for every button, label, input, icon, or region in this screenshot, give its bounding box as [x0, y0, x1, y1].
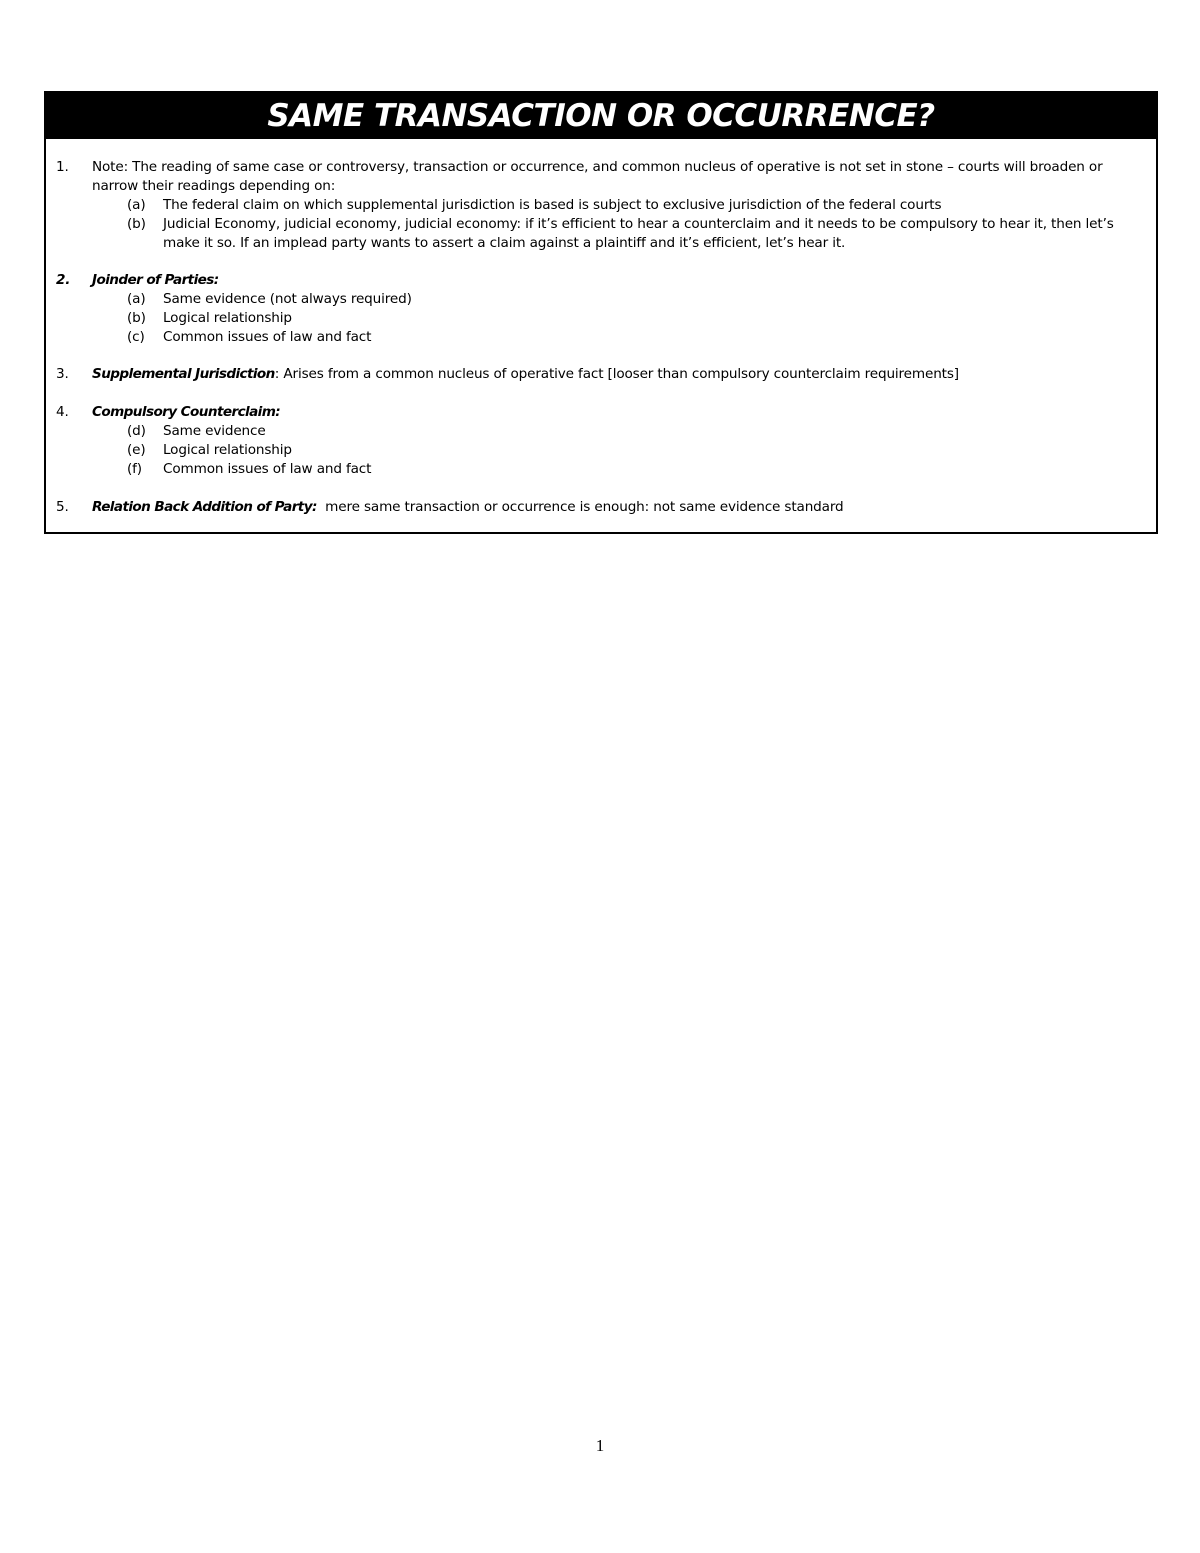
item-heading: Supplemental Jurisdiction [92, 366, 275, 382]
outline-item-5 [56, 498, 1146, 517]
subitem-4f [127, 460, 1146, 479]
outline-item-3 [56, 365, 1146, 384]
item-heading: Joinder of Parties: [92, 272, 219, 288]
subitem-2a [127, 290, 1146, 309]
item-text: mere same transaction or occurrence is enough: not same evidence standard [316, 499, 844, 515]
item-text: : Arises from a common nucleus of operative fact [looser than compulsory counterclaim requirements] [274, 366, 959, 382]
outline-box [44, 91, 1158, 534]
subitem-label: (a) [127, 291, 146, 307]
subitem-label: (a) [127, 197, 146, 213]
subitem-label: (c) [127, 329, 145, 345]
subitem-label: (d) [127, 423, 146, 439]
item-text: Note: The reading of same case or controversy, transaction or occurrence, and common nucleus of operative is not set in stone – courts will broaden or narrow their readings depending on: [92, 159, 1103, 194]
outline-item-1 [56, 158, 1146, 253]
subitem-label: (b) [127, 216, 146, 232]
subitem-label: (b) [127, 310, 146, 326]
item-number: 2. [56, 272, 71, 288]
subitem-label: (f) [127, 461, 142, 477]
subitem-4e [127, 441, 1146, 460]
subitem-1b [127, 215, 1146, 253]
subitem-text: Logical relationship [163, 310, 292, 326]
subitem-text: Judicial Economy, judicial economy, judicial economy: if it’s efficient to hear a counterclaim and it needs to be compulsory to hear it, then let’s make it so. If an implead party wants to assert a claim against a plaintiff and it’s efficient, let’s hear it. [163, 216, 1114, 251]
subitem-text: Same evidence [163, 423, 266, 439]
subitem-4d [127, 422, 1146, 441]
page-number: 1 [595, 1436, 605, 1455]
subitem-label: (e) [127, 442, 146, 458]
page-title: SAME TRANSACTION OR OCCURRENCE? [267, 98, 935, 134]
outline-item-4 [56, 403, 1146, 479]
subitem-text: Common issues of law and fact [163, 329, 372, 345]
outline-item-2 [56, 271, 1146, 347]
item-number: 4. [56, 404, 69, 420]
item-number: 1. [56, 159, 69, 175]
subitem-1a [127, 196, 1146, 215]
subitem-2b [127, 309, 1146, 328]
title-bar [46, 93, 1156, 139]
subitem-text: The federal claim on which supplemental jurisdiction is based is subject to exclusive jurisdiction of the federal courts [163, 197, 942, 213]
item-heading: Compulsory Counterclaim: [92, 404, 281, 420]
subitem-2c [127, 328, 1146, 347]
item-number: 3. [56, 366, 69, 382]
item-number: 5. [56, 499, 69, 515]
subitem-text: Common issues of law and fact [163, 461, 372, 477]
item-heading: Relation Back Addition of Party: [92, 499, 317, 515]
subitem-text: Logical relationship [163, 442, 292, 458]
subitem-text: Same evidence (not always required) [163, 291, 412, 307]
